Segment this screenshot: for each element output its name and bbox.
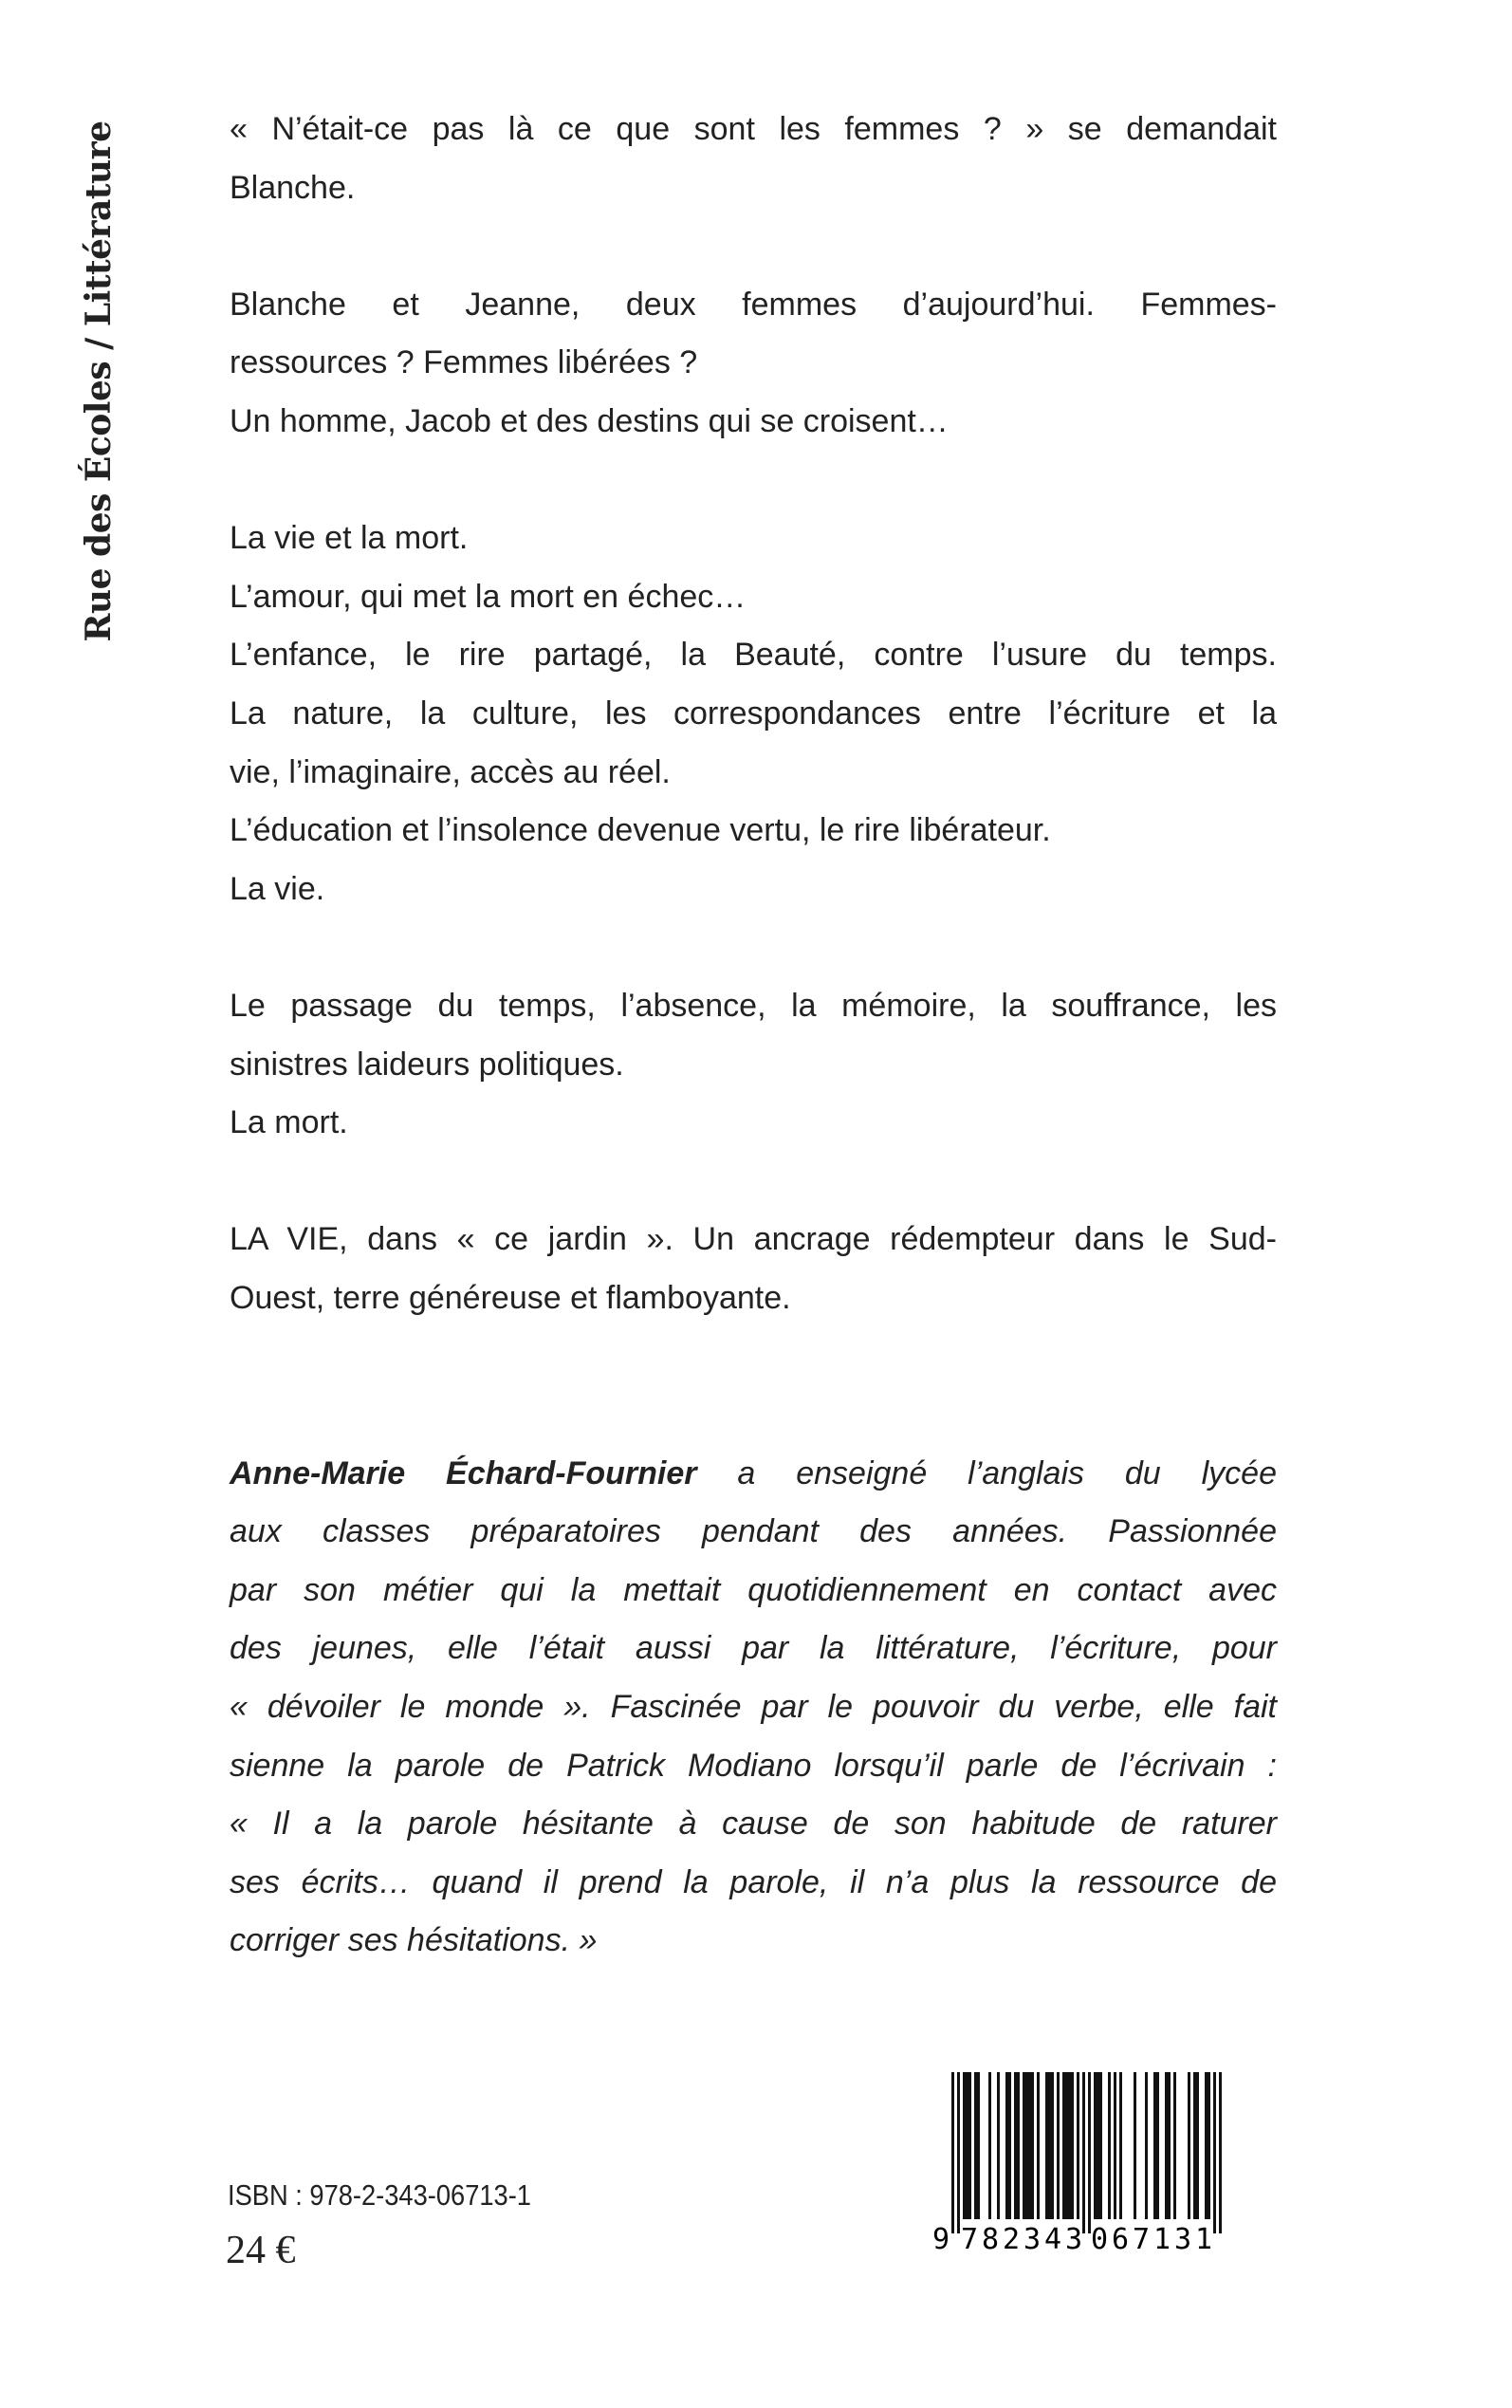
price: 24 € bbox=[226, 2229, 296, 2272]
blurb-line: La nature, la culture, les correspondances entre l’écriture et la bbox=[230, 695, 1277, 732]
barcode-bar bbox=[1196, 2072, 1199, 2219]
barcode-bar bbox=[1028, 2072, 1031, 2219]
barcode-bar bbox=[997, 2072, 1000, 2219]
barcode-bar bbox=[1153, 2072, 1156, 2219]
blurb-line: « N’était-ce pas là ce que sont les femmes ? » se demandait bbox=[230, 111, 1277, 147]
blurb-line: La mort. bbox=[230, 1104, 348, 1141]
barcode-bar bbox=[1017, 2072, 1020, 2219]
barcode-bar bbox=[968, 2072, 971, 2219]
author-bio-line: des jeunes, elle l’était aussi par la littérature, l’écriture, pour bbox=[230, 1630, 1277, 1667]
blurb-line: Blanche. bbox=[230, 169, 356, 206]
author-bio-line: « dévoiler le monde ». Fascinée par le pouvoir du verbe, elle fait bbox=[230, 1689, 1277, 1726]
blurb-line: Ouest, terre généreuse et flamboyante. bbox=[230, 1279, 791, 1316]
blurb-line: LA VIE, dans « ce jardin ». Un ancrage rédempteur dans le Sud- bbox=[230, 1221, 1277, 1258]
barcode-bar bbox=[951, 2072, 954, 2233]
barcode-bar bbox=[1208, 2072, 1210, 2219]
author-bio-line bbox=[230, 1445, 1277, 1504]
author-name: Anne-Marie Échard-Fournier bbox=[230, 1454, 697, 1491]
blurb-line: ressources ? Femmes libérées ? bbox=[230, 344, 698, 381]
barcode-left-digits: 782343 bbox=[961, 2223, 1082, 2252]
barcode-bar bbox=[1082, 2072, 1085, 2233]
barcode-bar bbox=[963, 2072, 966, 2219]
barcode-bar bbox=[957, 2072, 960, 2233]
barcode-bar bbox=[1114, 2072, 1116, 2219]
barcode-bars bbox=[951, 2072, 1222, 2233]
author-bio-line: sienne la parole de Patrick Modiano lorsqu’il parle de l’écrivain : bbox=[230, 1747, 1277, 1784]
barcode-bar bbox=[1145, 2072, 1148, 2219]
barcode-bar bbox=[1134, 2072, 1136, 2219]
blurb-line: vie, l’imaginaire, accès au réel. bbox=[230, 753, 671, 790]
back-cover-text bbox=[230, 101, 1277, 1971]
barcode-bar bbox=[1048, 2072, 1051, 2219]
blurb-line: Un homme, Jacob et des destins qui se croisent… bbox=[230, 402, 949, 439]
barcode-bar bbox=[1219, 2072, 1222, 2233]
barcode-bar bbox=[1008, 2072, 1011, 2219]
blurb-line: La vie et la mort. bbox=[230, 520, 469, 557]
barcode-bar bbox=[1168, 2072, 1171, 2219]
blurb-line: Blanche et Jeanne, deux femmes d’aujourd’hui. Femmes- bbox=[230, 286, 1277, 323]
barcode-bar bbox=[1014, 2072, 1017, 2219]
blurb-line: sinistres laideurs politiques. bbox=[230, 1046, 624, 1083]
barcode-bar bbox=[1173, 2072, 1176, 2219]
barcode-bar bbox=[1094, 2072, 1097, 2219]
barcode-bar bbox=[988, 2072, 991, 2219]
isbn: ISBN : 978-2-343-06713-1 bbox=[228, 2178, 531, 2212]
barcode-right-digits: 067131 bbox=[1091, 2223, 1212, 2252]
blurb-line: Le passage du temps, l’absence, la mémoire, la souffrance, les bbox=[230, 987, 1277, 1024]
barcode-bar bbox=[1037, 2072, 1040, 2219]
barcode-bar bbox=[1031, 2072, 1034, 2219]
author-bio-line: ses écrits… quand il prend la parole, il n’a plus la ressource de bbox=[230, 1863, 1277, 1900]
barcode-bar bbox=[1119, 2072, 1122, 2219]
barcode-bar bbox=[1213, 2072, 1216, 2233]
blurb-line: L’amour, qui met la mort en échec… bbox=[230, 578, 747, 615]
barcode-bar bbox=[1057, 2072, 1060, 2219]
barcode-bar bbox=[1188, 2072, 1190, 2219]
barcode-bar bbox=[1005, 2072, 1008, 2219]
barcode bbox=[925, 2072, 1238, 2252]
barcode-bar bbox=[977, 2072, 980, 2219]
barcode-bar bbox=[1156, 2072, 1159, 2219]
barcode-bar bbox=[1023, 2072, 1025, 2219]
blurb-line: L’éducation et l’insolence devenue vertu, le rire libérateur. bbox=[230, 812, 1051, 849]
barcode-bar bbox=[1108, 2072, 1111, 2219]
barcode-bar bbox=[1165, 2072, 1168, 2219]
blurb-line: L’enfance, le rire partagé, la Beauté, contre l’usure du temps. bbox=[230, 637, 1277, 674]
author-bio-line: aux classes préparatoires pendant des années. Passionnée bbox=[230, 1513, 1277, 1550]
barcode-bar bbox=[1097, 2072, 1099, 2219]
barcode-first-digit: 9 bbox=[932, 2223, 950, 2252]
barcode-bar bbox=[1193, 2072, 1196, 2219]
author-bio-line: par son métier qui la mettait quotidiennement en contact avec bbox=[230, 1571, 1277, 1608]
blurb-line: La vie. bbox=[230, 870, 325, 907]
author-bio-line: corriger ses hésitations. » bbox=[230, 1922, 598, 1959]
barcode-bar bbox=[1205, 2072, 1208, 2219]
barcode-bar bbox=[974, 2072, 977, 2219]
spine-collection-title: Rue des Écoles / Littérature bbox=[79, 120, 119, 642]
barcode-bar bbox=[1088, 2072, 1091, 2233]
barcode-bar bbox=[1099, 2072, 1102, 2219]
barcode-bar bbox=[1071, 2072, 1074, 2219]
barcode-bar bbox=[1065, 2072, 1068, 2219]
barcode-bar bbox=[1077, 2072, 1079, 2219]
author-bio-text: a enseigné l’anglais du lycée bbox=[696, 1454, 1277, 1491]
barcode-bar bbox=[1051, 2072, 1054, 2219]
barcode-bar bbox=[1068, 2072, 1071, 2219]
barcode-bar bbox=[1025, 2072, 1028, 2219]
barcode-bar bbox=[1062, 2072, 1065, 2219]
barcode-bar bbox=[1045, 2072, 1048, 2219]
author-bio-line: « Il a la parole hésitante à cause de son habitude de raturer bbox=[230, 1806, 1277, 1843]
barcode-bar bbox=[966, 2072, 968, 2219]
